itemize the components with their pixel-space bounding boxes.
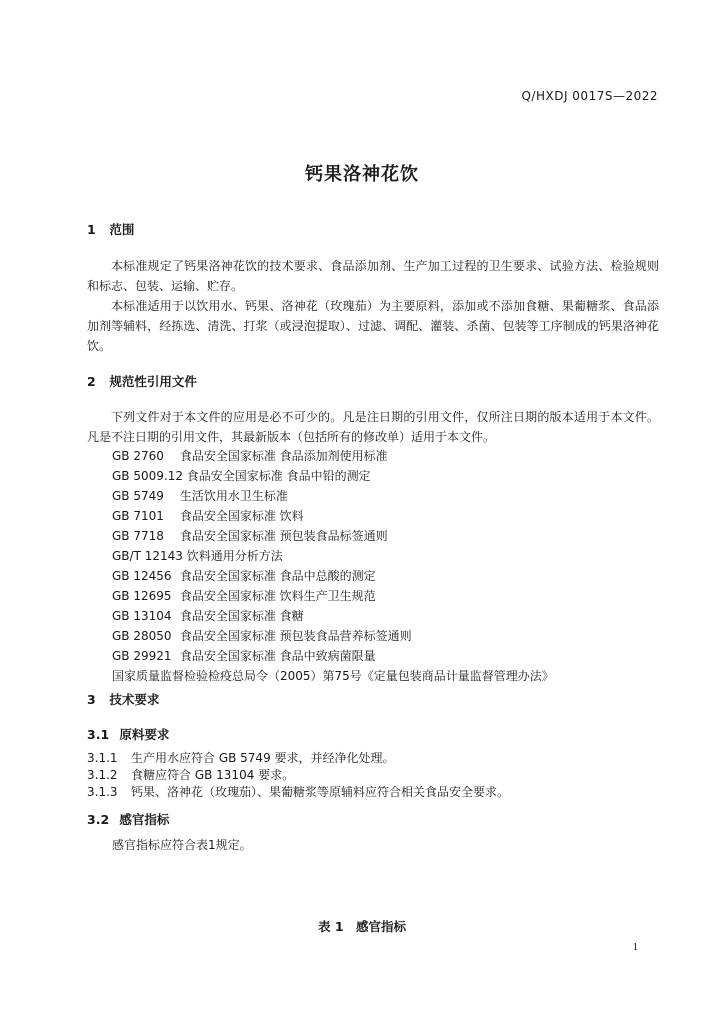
paragraph: 本标准规定了钙果洛神花饮的技术要求、食品添加剂、生产加工过程的卫生要求、试验方法、检验规则和标志、包装、运输、贮存。 [87, 259, 659, 293]
requirement-item: 3.1.2 食糖应符合 GB 13104 要求。 [87, 768, 295, 782]
raw-material-requirements [87, 750, 509, 801]
reference-item: GB 29921 食品安全国家标准 食品中致病菌限量 [112, 649, 376, 663]
sensory-requirement-text: 感官指标应符合表1规定。 [112, 838, 252, 852]
reference-item: GB 12695 食品安全国家标准 饮料生产卫生规范 [112, 589, 376, 603]
section-number: 3 [87, 692, 96, 707]
requirement-item: 3.1.1 生产用水应符合 GB 5749 要求，并经净化处理。 [87, 751, 395, 765]
reference-list [112, 446, 554, 686]
section-title: 范围 [109, 222, 135, 237]
section-3-2-heading [87, 810, 169, 828]
reference-item: GB 13104 食品安全国家标准 食糖 [112, 609, 304, 623]
reference-item: GB 5009.12 食品安全国家标准 食品中铅的测定 [112, 469, 371, 483]
reference-item: GB 2760 食品安全国家标准 食品添加剂使用标准 [112, 449, 388, 463]
reference-decree: 国家质量监督检验检疫总局令（2005）第75号《定量包装商品计量监督管理办法》 [112, 669, 554, 683]
requirement-item: 3.1.3 钙果、洛神花（玫瑰茄）、果葡糖浆等原辅料应符合相关食品安全要求。 [87, 785, 510, 799]
section-2-heading [87, 372, 197, 390]
section-3-heading [87, 690, 159, 708]
document-title: 钙果洛神花饮 [305, 164, 419, 185]
table-caption: 表 1 感官指标 [317, 919, 407, 934]
standard-code: Q/HXDJ 0017S—2022 [521, 89, 658, 103]
section-title: 技术要求 [109, 692, 160, 707]
section-3-1-heading [87, 725, 169, 743]
section-1-heading [87, 220, 134, 238]
reference-item: GB 28050 食品安全国家标准 预包装食品营养标签通则 [112, 629, 412, 643]
reference-item: GB 5749 生活饮用水卫生标准 [112, 489, 288, 503]
section-number: 3.1 [87, 727, 110, 742]
reference-item: GB 7101 食品安全国家标准 饮料 [112, 509, 304, 523]
paragraph: 本标准适用于以饮用水、钙果、洛神花（玫瑰茄）为主要原料，添加或不添加食糖、果葡糖浆、食品添加剂等辅料，经拣选、清洗、打浆（或浸泡提取）、过滤、调配、灌装、杀菌、包装等工序制成的钙果洛神花饮。 [87, 299, 659, 353]
section-title: 感官指标 [119, 812, 170, 827]
section-2-intro [87, 407, 659, 447]
section-number: 2 [87, 374, 96, 389]
section-number: 3.2 [87, 812, 110, 827]
section-title: 规范性引用文件 [109, 374, 197, 389]
reference-item: GB 7718 食品安全国家标准 预包装食品标签通则 [112, 529, 388, 543]
page-number: 1 [632, 941, 638, 953]
reference-item: GB 12456 食品安全国家标准 食品中总酸的测定 [112, 569, 376, 583]
reference-item: GB/T 12143 饮料通用分析方法 [112, 549, 283, 563]
section-1-body [87, 256, 659, 356]
paragraph: 下列文件对于本文件的应用是必不可少的。凡是注日期的引用文件，仅所注日期的版本适用于本文件。凡是不注日期的引用文件，其最新版本（包括所有的修改单）适用于本文件。 [87, 410, 659, 444]
section-number: 1 [87, 222, 96, 237]
section-title: 原料要求 [119, 727, 170, 742]
